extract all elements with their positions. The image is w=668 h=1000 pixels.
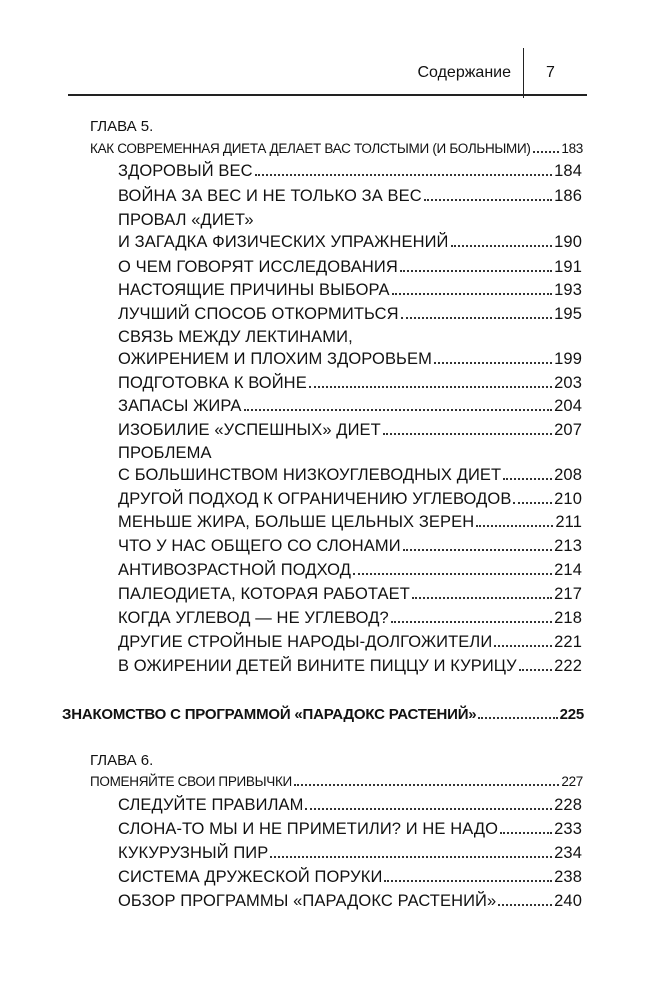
toc-entry: [118, 820, 582, 839]
page-number: 7: [546, 64, 555, 81]
leader-dots: [400, 270, 552, 272]
leader-dots: [392, 293, 553, 295]
leader-dots: [503, 478, 552, 480]
toc-entry-page: 222: [554, 657, 582, 675]
toc-entry-page: 193: [554, 281, 582, 299]
toc-entry: [118, 633, 582, 652]
toc-entry-page: 207: [554, 421, 582, 439]
toc-entry-title: НАСТОЯЩИЕ ПРИЧИНЫ ВЫБОРА: [118, 281, 390, 299]
running-header: [68, 48, 587, 96]
toc-entry: [118, 537, 582, 556]
toc-entry-page: 238: [554, 868, 582, 886]
part-page: 225: [559, 706, 584, 723]
leader-dots: [451, 245, 553, 247]
leader-dots: [478, 717, 557, 719]
toc-entry-title: ЗАПАСЫ ЖИРА: [118, 397, 242, 415]
leader-dots: [270, 856, 552, 858]
leader-dots: [476, 525, 553, 527]
chapter-6-title-row: [90, 774, 583, 790]
toc-entry: [118, 513, 582, 532]
chapter-6-title: ПОМЕНЯЙТЕ СВОИ ПРИВЫЧКИ: [90, 774, 292, 789]
toc-entry-page: 184: [554, 162, 582, 180]
toc-entry: [118, 281, 582, 300]
toc-entry: [118, 490, 582, 509]
toc-entry-title: В ОЖИРЕНИИ ДЕТЕЙ ВИНИТЕ ПИЦЦУ И КУРИЦУ: [118, 657, 517, 675]
leader-dots: [255, 174, 553, 176]
toc-entry: [118, 305, 582, 324]
leader-dots: [500, 832, 552, 834]
leader-dots: [498, 904, 552, 906]
leader-dots: [384, 880, 552, 882]
toc-entry-title: С БОЛЬШИНСТВОМ НИЗКОУГЛЕВОДНЫХ ДИЕТ: [118, 466, 502, 484]
toc-entry-title: ДРУГОЙ ПОДХОД К ОГРАНИЧЕНИЮ УГЛЕВОДОВ: [118, 490, 512, 508]
toc-entry-title: ЧТО У НАС ОБЩЕГО СО СЛОНАМИ: [118, 537, 401, 555]
toc-entry-page: 213: [554, 537, 582, 555]
toc-entry-page: 234: [554, 844, 582, 862]
toc-entry-page: 186: [554, 187, 582, 205]
toc-entry-title: ПОДГОТОВКА К ВОЙНЕ: [118, 374, 307, 392]
leader-dots: [494, 645, 552, 647]
toc-entry-page: 195: [554, 305, 582, 323]
toc-entry-title-line: СВЯЗЬ МЕЖДУ ЛЕКТИНАМИ,: [118, 328, 353, 346]
toc-entry-page: 190: [554, 233, 582, 251]
toc-entry: [118, 162, 582, 181]
toc-entry-title-line: ПРОВАЛ «ДИЕТ»: [118, 211, 254, 229]
toc-entry: [118, 397, 582, 416]
leader-dots: [434, 362, 552, 364]
toc-entry-page: 218: [554, 609, 582, 627]
toc-entry-title: ОЖИРЕНИЕМ И ПЛОХИМ ЗДОРОВЬЕМ: [118, 350, 432, 368]
toc-entry: [118, 421, 582, 440]
leader-dots: [412, 597, 552, 599]
toc-entry-title: ВОЙНА ЗА ВЕС И НЕ ТОЛЬКО ЗА ВЕС: [118, 187, 422, 205]
toc-entry-page: 211: [555, 513, 582, 531]
toc-entry-title: СЛЕДУЙТЕ ПРАВИЛАМ: [118, 796, 304, 814]
toc-entry-page: 208: [554, 466, 582, 484]
toc-entry-page: 217: [554, 585, 582, 603]
chapter-6-page: 227: [561, 774, 583, 789]
toc-entry-title: ПАЛЕОДИЕТА, КОТОРАЯ РАБОТАЕТ: [118, 585, 410, 603]
toc-entry-page: 191: [554, 258, 582, 276]
header-separator: [523, 48, 524, 98]
chapter-5-page: 183: [561, 141, 583, 156]
leader-dots: [533, 151, 560, 153]
toc-entry-title: АНТИВОЗРАСТНОЙ ПОДХОД: [118, 561, 352, 579]
part-title-row: [62, 706, 584, 723]
chapter-5-title: КАК СОВРЕМЕННАЯ ДИЕТА ДЕЛАЕТ ВАС ТОЛСТЫМИ (И БОЛЬНЫМИ): [90, 141, 531, 156]
toc-entry: [118, 258, 582, 277]
leader-dots: [309, 386, 552, 388]
leader-dots: [383, 433, 552, 435]
leader-dots: [513, 502, 552, 504]
chapter-5-title-row: [90, 141, 583, 157]
toc-entry: [118, 561, 582, 580]
header-rule: [68, 94, 587, 96]
chapter-6-label: ГЛАВА 6.: [90, 752, 154, 769]
toc-entry: [118, 374, 582, 393]
toc-entry-page: 233: [554, 820, 582, 838]
leader-dots: [353, 573, 552, 575]
toc-entry-title: ИЗОБИЛИЕ «УСПЕШНЫХ» ДИЕТ: [118, 421, 381, 439]
toc-entry-title: ЛУЧШИЙ СПОСОБ ОТКОРМИТЬСЯ: [118, 305, 399, 323]
leader-dots: [401, 317, 553, 319]
toc-entry-page: 199: [554, 350, 582, 368]
toc-entry-title: ОБЗОР ПРОГРАММЫ «ПАРАДОКС РАСТЕНИЙ»: [118, 892, 497, 910]
toc-entry-page: 204: [554, 397, 582, 415]
toc-entry: [118, 796, 582, 815]
leader-dots: [294, 784, 559, 786]
leader-dots: [403, 549, 552, 551]
toc-entry: [118, 892, 582, 911]
toc-entry: [118, 233, 582, 252]
toc-entry-page: 203: [554, 374, 582, 392]
toc-entry: [118, 585, 582, 604]
running-header-title: Содержание: [417, 64, 511, 81]
toc-entry: [118, 609, 582, 628]
leader-dots: [391, 621, 552, 623]
toc-entry: [118, 657, 582, 676]
chapter-5-label: ГЛАВА 5.: [90, 118, 154, 135]
toc-entry-title: ДРУГИЕ СТРОЙНЫЕ НАРОДЫ-ДОЛГОЖИТЕЛИ: [118, 633, 493, 651]
leader-dots: [305, 808, 552, 810]
toc-entry-page: 214: [554, 561, 582, 579]
toc-entry-title: СЛОНА-ТО МЫ И НЕ ПРИМЕТИЛИ? И НЕ НАДО: [118, 820, 499, 838]
toc-entry: [118, 350, 582, 369]
toc-entry-page: 221: [554, 633, 582, 651]
toc-entry: [118, 187, 582, 206]
leader-dots: [424, 199, 552, 201]
toc-entry-title-line: ПРОБЛЕМА: [118, 444, 212, 462]
leader-dots: [519, 669, 552, 671]
part-title: ЗНАКОМСТВО С ПРОГРАММОЙ «ПАРАДОКС РАСТЕНИЙ»: [62, 706, 477, 723]
leader-dots: [244, 409, 553, 411]
toc-entry-page: 228: [554, 796, 582, 814]
toc-entry-title: О ЧЕМ ГОВОРЯТ ИССЛЕДОВАНИЯ: [118, 258, 398, 276]
toc-entry-title: МЕНЬШЕ ЖИРА, БОЛЬШЕ ЦЕЛЬНЫХ ЗЕРЕН: [118, 513, 475, 531]
toc-entry-title: КОГДА УГЛЕВОД — НЕ УГЛЕВОД?: [118, 609, 389, 627]
toc-entry-page: 240: [554, 892, 582, 910]
toc-entry: [118, 466, 582, 485]
toc-entry: [118, 868, 582, 887]
toc-entry-title: И ЗАГАДКА ФИЗИЧЕСКИХ УПРАЖНЕНИЙ: [118, 233, 449, 251]
toc-entry-title: ЗДОРОВЫЙ ВЕС: [118, 162, 253, 180]
toc-entry-page: 210: [554, 490, 582, 508]
toc-entry: [118, 844, 582, 863]
toc-entry-title: СИСТЕМА ДРУЖЕСКОЙ ПОРУКИ: [118, 868, 383, 886]
toc-entry-title: КУКУРУЗНЫЙ ПИР: [118, 844, 269, 862]
